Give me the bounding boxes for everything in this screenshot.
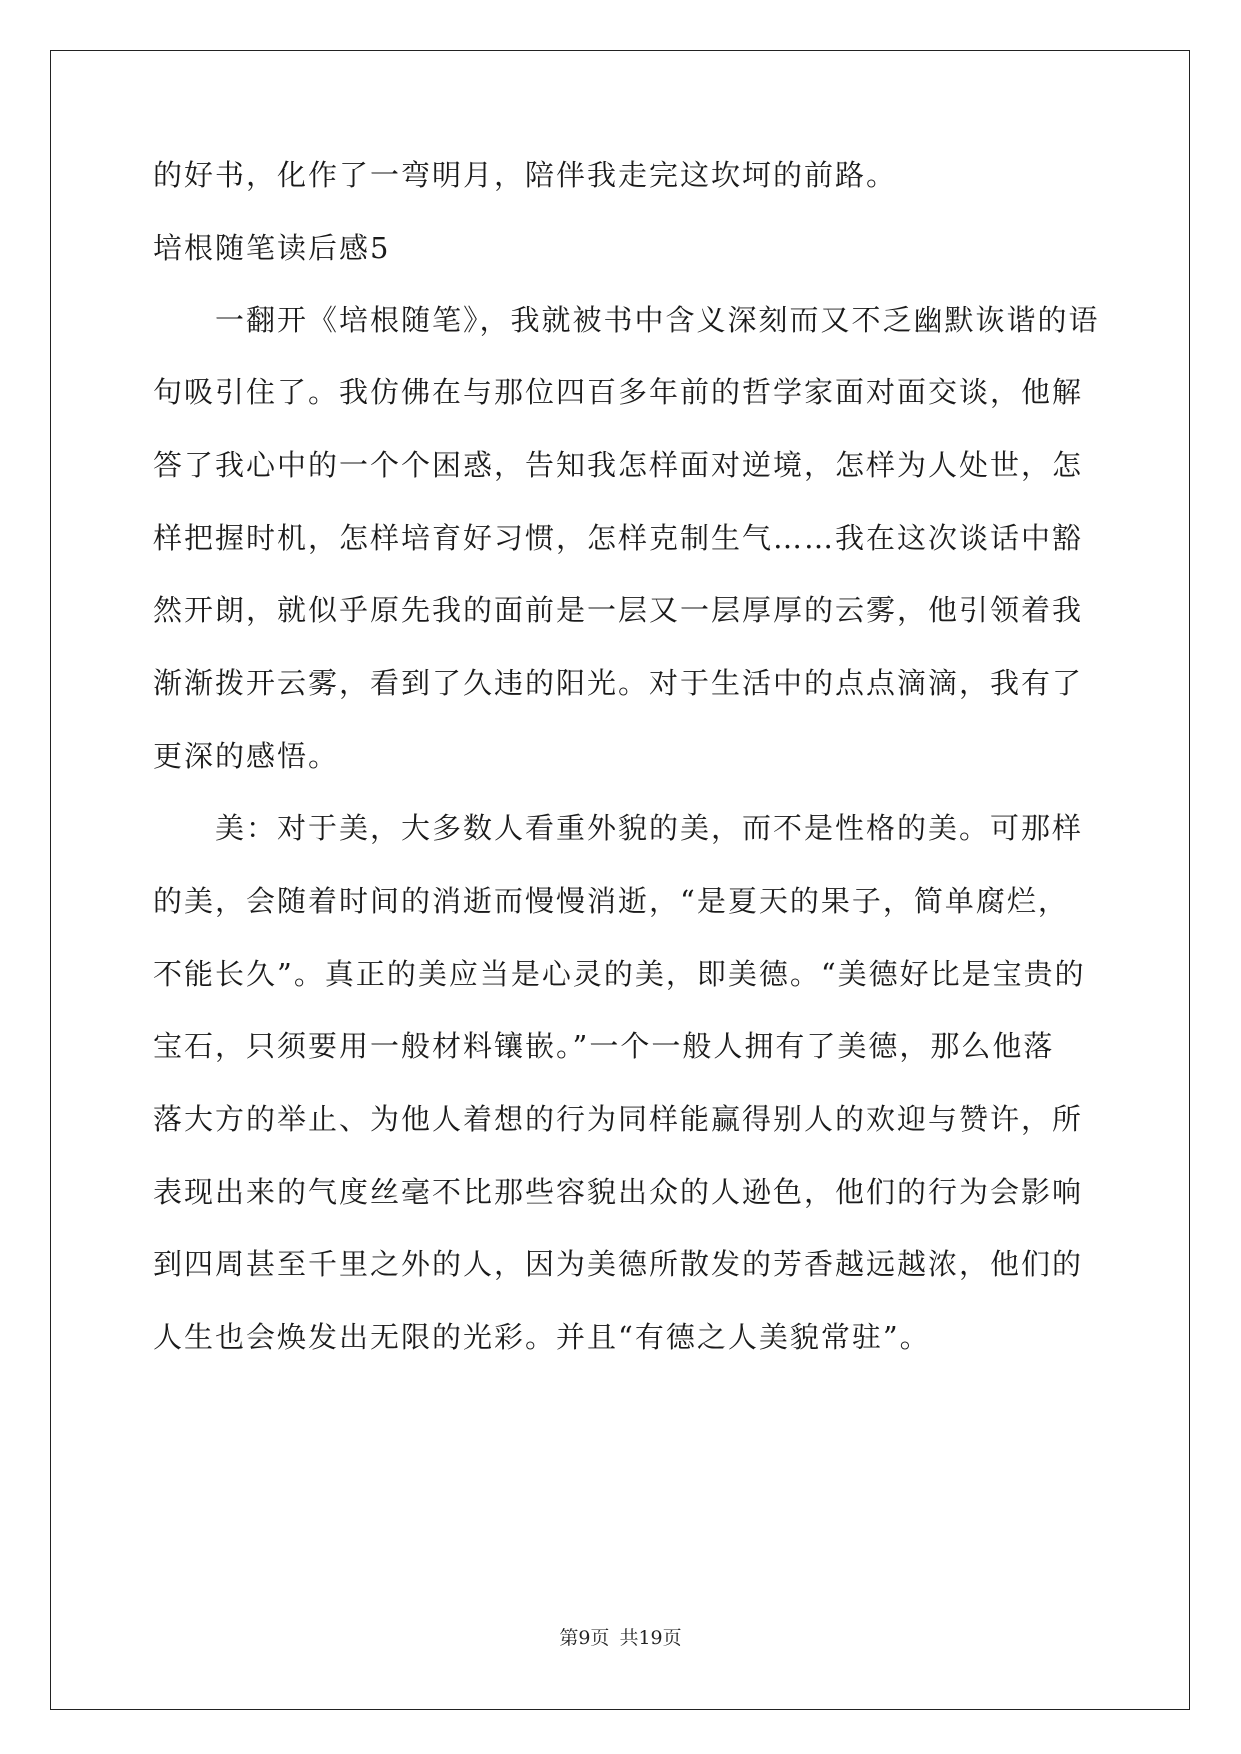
text-line: 然开朗，就似乎原先我的面前是一层又一层厚厚的云雾，他引领着我 [153,593,1084,627]
text-line: 的美，会随着时间的消逝而慢慢消逝，“是夏天的果子，简单腐烂， [153,884,1069,918]
page-footer [0,1623,1241,1650]
text-line: 人生也会焕发出无限的光彩。并且“有德之人美貌常驻”。 [153,1320,931,1354]
text-line: 的好书，化作了一弯明月，陪伴我走完这坎坷的前路。 [153,158,898,192]
text-line: 句吸引住了。我仿佛在与那位四百多年前的哲学家面对面交谈，他解 [153,375,1084,409]
text-line: 渐渐拨开云雾，看到了久违的阳光。对于生活中的点点滴滴，我有了 [153,666,1084,700]
text-line: 更深的感悟。 [153,739,340,773]
text-line: 不能长久”。真正的美应当是心灵的美，即美德。“美德好比是宝贵的 [153,957,1086,991]
text-line: 一翻开《培根随笔》，我就被书中含义深刻而又不乏幽默诙谐的语 [153,303,1100,337]
text-line: 落大方的举止、为他人着想的行为同样能赢得别人的欢迎与赞许，所 [153,1102,1084,1136]
text-line: 样把握时机，怎样培育好习惯，怎样克制生气……我在这次谈话中豁 [153,521,1084,555]
text-line: 答了我心中的一个个困惑，告知我怎样面对逆境，怎样为人处世，怎 [153,448,1084,482]
text-line: 表现出来的气度丝毫不比那些容貌出众的人逊色，他们的行为会影响 [153,1175,1084,1209]
page-number: 第9页 [559,1627,610,1649]
text-line: 美：对于美，大多数人看重外貌的美，而不是性格的美。可那样 [153,811,1084,845]
text-line: 宝石，只须要用一般材料镶嵌。”一个一般人拥有了美德，那么他落 [153,1029,1055,1063]
page-border [50,50,1190,1710]
section-heading: 培根随笔读后感5 [153,231,391,265]
text-line: 到四周甚至千里之外的人，因为美德所散发的芳香越远越浓，他们的 [153,1247,1084,1281]
page-total: 共19页 [619,1627,682,1649]
